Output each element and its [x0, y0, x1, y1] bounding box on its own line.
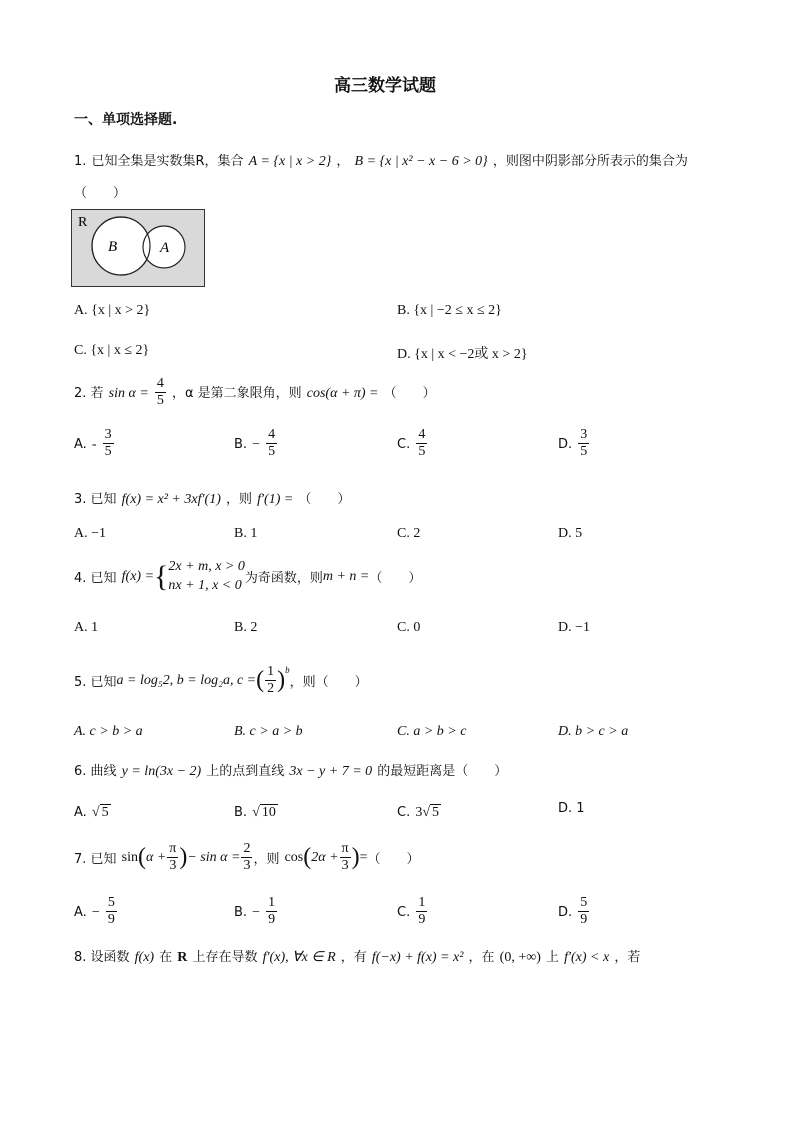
q6-option-c[interactable]: C. 3√ 5 [397, 805, 439, 820]
question-7: 7. 已知 sin ( α + $\frac{\pi}{3}$ ) − sin α = $\frac{2}{3}$ ，则 cos ( 2α + $\frac{\pi}{3}$ ) = （ ） [74, 841, 420, 873]
q3-option-d[interactable]: D. 5 [558, 526, 583, 541]
q4-case-1: 2x + m, x > 0 [168, 559, 245, 574]
q7-rhs-fraction: $\frac{2}{3}$ [243, 841, 251, 873]
q3-option-b[interactable]: B. 1 [234, 526, 258, 541]
question-4 [74, 558, 421, 596]
q4-option-d[interactable]: D. −1 [558, 620, 591, 635]
q6-option-d[interactable]: D. 1 [558, 801, 585, 816]
q6-expr-2: 3x − y + 7 = 0 [289, 764, 373, 779]
q3-option-c[interactable]: C. 2 [397, 526, 421, 541]
q8-number: 8. 设函数 [74, 950, 130, 965]
q5-option-d[interactable]: D. b > c > a [558, 724, 629, 739]
q2-sin: sin α = [108, 386, 149, 401]
q5-number: 5. 已知 [74, 675, 117, 690]
q4-option-a[interactable]: A. 1 [74, 620, 99, 635]
q3-option-a[interactable]: A. −1 [74, 526, 107, 541]
q3-expr-2: f′(1) = [257, 492, 294, 507]
q3-paren: （ ） [298, 492, 351, 507]
q3-number: 3. 已知 [74, 492, 117, 507]
q5-expr: a = log₅2, b = log₂a, c = [116, 672, 257, 688]
question-1 [74, 150, 688, 170]
q7-option-a[interactable]: A. − $\frac{5}{9}$ [74, 895, 115, 927]
q1-text: 已知全集是实数集R，集合 [91, 154, 244, 169]
q6-expr: y = ln(3x − 2) [121, 764, 202, 779]
question-6 [74, 760, 507, 780]
question-8: 8. 设函数 f(x) 在 R 上存在导数 f′(x), ∀x ∈ R ，有 f(−x) + f(x) = x² ，在 (0, +∞) 上 f′(x) < x ，若 [74, 950, 641, 965]
venn-label-a: A [160, 240, 170, 256]
q4-mid: 为奇函数，则 [244, 571, 323, 587]
q7-sin: sin [121, 849, 138, 865]
q7-option-c[interactable]: C. $\frac{1}{9}$ [397, 895, 426, 927]
question-2 [74, 377, 436, 408]
q6-mid: 上的点到直线 [206, 764, 285, 779]
q2-option-b[interactable]: B. − $\frac{4}{5}$ [234, 427, 276, 459]
q2-number: 2. 若 [74, 386, 104, 401]
q5-option-a[interactable]: A. c > b > a [74, 724, 143, 739]
page-title: 高三数学试题 [334, 76, 436, 96]
q7-pi-fraction: $\frac{\pi}{3}$ [169, 841, 177, 873]
q4-lhs: f(x) = [121, 568, 155, 584]
q1-option-a[interactable]: A. {x | x > 2} [74, 303, 151, 318]
q6-end: 的最短距离是（ ） [377, 764, 508, 779]
q2-option-d[interactable]: D. $\frac{3}{5}$ [558, 427, 588, 459]
q5-fraction: $\frac{1}{2}$ [267, 664, 275, 696]
q7-cos: cos [284, 849, 304, 865]
q1-option-b[interactable]: B. {x | −2 ≤ x ≤ 2} [397, 303, 502, 318]
q7-option-b[interactable]: B. − $\frac{1}{9}$ [234, 895, 276, 927]
q7-mid: ，则 [253, 852, 280, 867]
q1-option-c[interactable]: C. {x | x ≤ 2} [74, 343, 150, 358]
q2-option-a[interactable]: A. - $\frac{3}{5}$ [74, 427, 112, 459]
q2-paren: （ ） [383, 386, 436, 401]
q5-option-c[interactable]: C. a > b > c [397, 724, 467, 739]
q2-expr: cos(α + π) = [306, 386, 379, 401]
q6-option-a[interactable]: A. √ 5 [74, 805, 109, 820]
q2-fraction: $\frac{4}{5}$ [156, 376, 164, 408]
q1-comma: ， [336, 154, 350, 169]
q1-set-b: B = {x | x² − x − 6 > 0} [354, 154, 488, 169]
q7-option-d[interactable]: D. $\frac{5}{9}$ [558, 895, 588, 927]
q5-mid: ，则（ ） [289, 675, 368, 690]
venn-label-b: B [108, 239, 118, 255]
q7-minus: − sin α = [187, 849, 241, 865]
q3-expr: f(x) = x² + 3xf′(1) [121, 492, 221, 507]
q4-option-b[interactable]: B. 2 [234, 620, 258, 635]
q6-option-b[interactable]: B. √ 10 [234, 805, 276, 820]
q2-mid: ，α 是第二象限角，则 [171, 386, 302, 401]
q1-answer-paren: （ ） [74, 186, 127, 201]
q4-number: 4. 已知 [74, 571, 117, 587]
section-heading: 一、单项选择题. [74, 112, 178, 128]
q4-brace: { [154, 559, 169, 593]
q6-number: 6. 曲线 [74, 764, 117, 779]
q5-exponent: b [285, 665, 290, 675]
q1-text-2: ，则图中阴影部分所表示的集合为 [492, 154, 688, 169]
question-5: 5. 已知 a = log₅2, b = log₂a, c = ( $\frac{1}{2}$ ) $^b$ ，则（ ） [74, 664, 368, 696]
q4-case-2: nx + 1, x < 0 [168, 577, 242, 593]
q1-set-a: A = {x | x > 2} [248, 154, 332, 169]
q1-option-d[interactable]: D. {x | x < −2或 x > 2} [397, 347, 528, 362]
q7-number: 7. 已知 [74, 852, 117, 867]
q4-cases [168, 558, 244, 596]
venn-label-r: R [78, 215, 88, 230]
q7-paren: （ ） [367, 852, 420, 867]
q4-paren: （ ） [369, 571, 422, 587]
q1-number: 1. [74, 154, 87, 169]
q4-option-c[interactable]: C. 0 [397, 620, 421, 635]
q2-option-c[interactable]: C. $\frac{4}{5}$ [397, 427, 426, 459]
question-3 [74, 488, 350, 508]
q5-option-b[interactable]: B. c > a > b [234, 724, 303, 739]
venn-diagram [71, 209, 205, 287]
q3-mid: ，则 [225, 492, 252, 507]
q4-expr: m + n = [322, 568, 370, 584]
